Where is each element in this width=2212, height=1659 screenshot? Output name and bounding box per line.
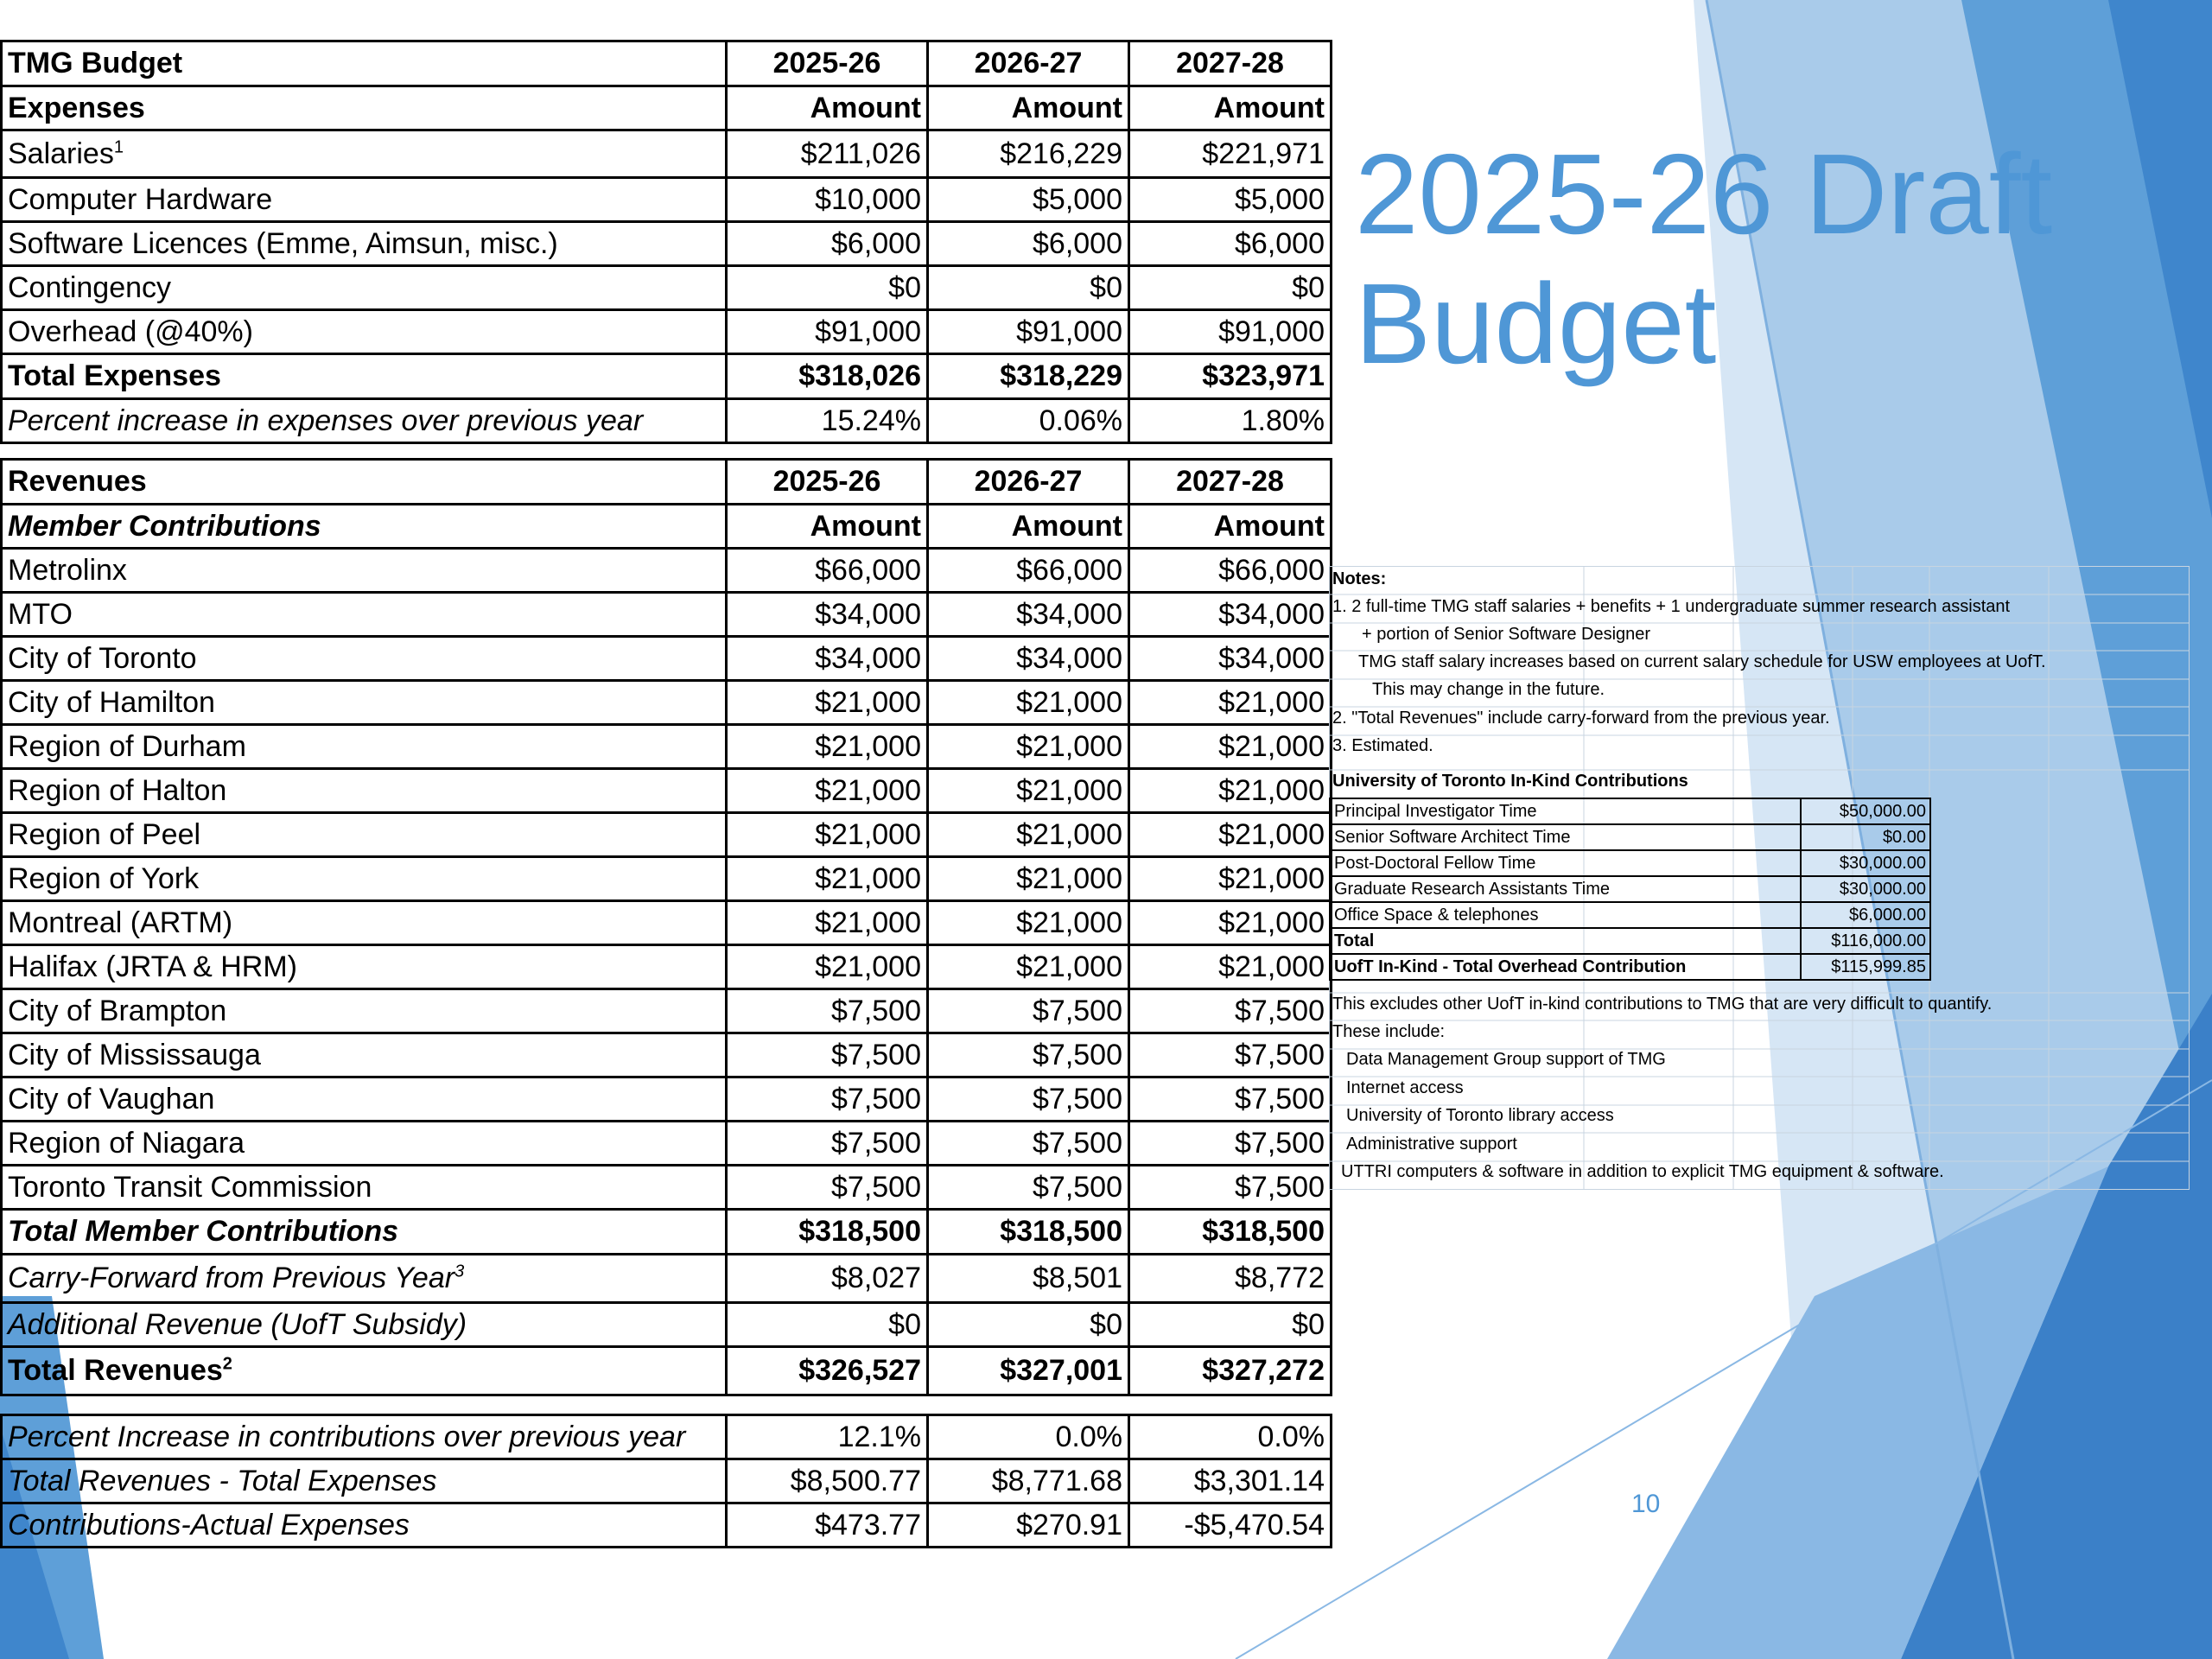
- note-line: 3. Estimated.: [1332, 736, 1433, 755]
- summary-table: [0, 1414, 1332, 1548]
- inkind-label: Office Space & telephones: [1330, 902, 1801, 928]
- cell-value: $7,500: [727, 1033, 928, 1077]
- amount-header: Amount: [1129, 505, 1332, 549]
- table-row: [2, 266, 1332, 310]
- table-row: [2, 130, 1332, 178]
- cell-value: $21,000: [727, 769, 928, 813]
- cell-value: $7,500: [1129, 1077, 1332, 1122]
- amount-header: Amount: [1129, 86, 1332, 130]
- revenues-subheader-row: [2, 505, 1332, 549]
- expenses-subheader-row: [2, 86, 1332, 130]
- notes-heading: Notes:: [1332, 569, 1387, 588]
- table-row: [2, 1033, 1332, 1077]
- amount-header: Amount: [928, 86, 1129, 130]
- cell-value: $221,971: [1129, 130, 1332, 178]
- inkind-row: [1330, 876, 1930, 902]
- inkind-value: $50,000.00: [1801, 798, 1930, 824]
- cell-value: $21,000: [1129, 901, 1332, 945]
- excludes-line: Internet access: [1346, 1078, 1464, 1097]
- cell-value: $473.77: [727, 1503, 928, 1548]
- table-row: [2, 637, 1332, 681]
- cell-value: $21,000: [727, 725, 928, 769]
- row-label: City of Mississauga: [2, 1033, 727, 1077]
- cell-value: $0: [928, 266, 1129, 310]
- table-row: [2, 1459, 1332, 1503]
- inkind-label: UofT In-Kind - Total Overhead Contribution: [1330, 954, 1801, 980]
- cell-value: $21,000: [1129, 725, 1332, 769]
- cell-value: $34,000: [928, 593, 1129, 637]
- cell-value: $326,527: [727, 1347, 928, 1395]
- cell-value: 15.24%: [727, 399, 928, 443]
- cell-value: $21,000: [727, 813, 928, 857]
- table-row: [2, 945, 1332, 989]
- cell-value: $7,500: [727, 1166, 928, 1210]
- member-contributions-label: Member Contributions: [2, 505, 727, 549]
- cell-value: $21,000: [928, 681, 1129, 725]
- inkind-row: [1330, 850, 1930, 876]
- row-label: Contingency: [2, 266, 727, 310]
- expenses-section-label: Expenses: [2, 86, 727, 130]
- row-label: Carry-Forward from Previous Year$^3$: [2, 1255, 727, 1303]
- excludes-line: These include:: [1332, 1022, 1446, 1041]
- cell-value: $8,027: [727, 1255, 928, 1303]
- excludes-line: University of Toronto library access: [1346, 1106, 1614, 1125]
- total-expenses-row: [2, 354, 1332, 399]
- table-row: [2, 1166, 1332, 1210]
- cell-value: $318,500: [928, 1210, 1129, 1255]
- row-label: City of Hamilton: [2, 681, 727, 725]
- cell-value: 0.0%: [928, 1415, 1129, 1459]
- expenses-table: [0, 40, 1332, 444]
- table-row: [2, 725, 1332, 769]
- cell-value: $21,000: [928, 769, 1129, 813]
- cell-value: $0: [1129, 266, 1332, 310]
- amount-header: Amount: [928, 505, 1129, 549]
- inkind-label: Total: [1330, 928, 1801, 954]
- cell-value: $34,000: [727, 593, 928, 637]
- cell-value: $21,000: [928, 725, 1129, 769]
- inkind-row: [1330, 902, 1930, 928]
- note-line: + portion of Senior Software Designer: [1362, 625, 1651, 644]
- inkind-row: [1330, 798, 1930, 824]
- table-row: [2, 593, 1332, 637]
- cell-value: $7,500: [928, 1166, 1129, 1210]
- cell-value: $5,000: [928, 178, 1129, 222]
- revenues-header-label: Revenues: [2, 460, 727, 505]
- row-label: Region of York: [2, 857, 727, 901]
- cell-value: $10,000: [727, 178, 928, 222]
- note-line: 1. 2 full-time TMG staff salaries + benefits + 1 undergraduate summer research assistant: [1332, 597, 2011, 616]
- cell-value: $21,000: [727, 857, 928, 901]
- percent-increase-row: [2, 399, 1332, 443]
- note-line: This may change in the future.: [1372, 680, 1605, 699]
- cell-value: $318,229: [928, 354, 1129, 399]
- cell-value: $21,000: [928, 857, 1129, 901]
- cell-value: $21,000: [928, 813, 1129, 857]
- cell-value: $91,000: [928, 310, 1129, 354]
- table-row: [2, 769, 1332, 813]
- year-header: 2026-27: [928, 41, 1129, 86]
- footnote-marker: 1: [113, 137, 124, 157]
- cell-value: $7,500: [928, 1077, 1129, 1122]
- cell-value: $7,500: [727, 1077, 928, 1122]
- cell-value: $323,971: [1129, 354, 1332, 399]
- cell-value: $8,771.68: [928, 1459, 1129, 1503]
- cell-value: $7,500: [1129, 989, 1332, 1033]
- cell-value: $6,000: [1129, 222, 1332, 266]
- note-line: 2. "Total Revenues" include carry-forward from the previous year.: [1332, 709, 1830, 728]
- cell-value: $91,000: [1129, 310, 1332, 354]
- footnote-marker: 3: [454, 1262, 465, 1281]
- row-label: Computer Hardware: [2, 178, 727, 222]
- cell-value: $6,000: [928, 222, 1129, 266]
- cell-value: 0.06%: [928, 399, 1129, 443]
- row-label: City of Toronto: [2, 637, 727, 681]
- cell-value: $7,500: [928, 1033, 1129, 1077]
- cell-value: $7,500: [1129, 1033, 1332, 1077]
- slide-title: [1355, 130, 2052, 389]
- inkind-row: [1330, 824, 1930, 850]
- cell-value: $34,000: [1129, 593, 1332, 637]
- row-label: Metrolinx: [2, 549, 727, 593]
- row-label: MTO: [2, 593, 727, 637]
- table-row: [2, 1503, 1332, 1548]
- year-header: 2025-26: [727, 460, 928, 505]
- cell-value: $8,772: [1129, 1255, 1332, 1303]
- note-line: TMG staff salary increases based on current salary schedule for USW employees at UofT.: [1358, 652, 2046, 671]
- cell-value: $6,000: [727, 222, 928, 266]
- row-label: Region of Niagara: [2, 1122, 727, 1166]
- revenues-table: [0, 458, 1332, 1396]
- year-header: 2027-28: [1129, 41, 1332, 86]
- cell-value: -$5,470.54: [1129, 1503, 1332, 1548]
- member-rows: [2, 549, 1332, 1210]
- amount-header: Amount: [727, 505, 928, 549]
- cell-value: $270.91: [928, 1503, 1129, 1548]
- cell-value: $7,500: [727, 989, 928, 1033]
- cell-value: $34,000: [727, 637, 928, 681]
- inkind-label: Graduate Research Assistants Time: [1330, 876, 1801, 902]
- cell-value: $3,301.14: [1129, 1459, 1332, 1503]
- cell-value: $327,001: [928, 1347, 1129, 1395]
- inkind-value: $0.00: [1801, 824, 1930, 850]
- row-label: Additional Revenue (UofT Subsidy): [2, 1303, 727, 1347]
- cell-value: $0: [1129, 1303, 1332, 1347]
- cell-value: 0.0%: [1129, 1415, 1332, 1459]
- row-label: Software Licences (Emme, Aimsun, misc.): [2, 222, 727, 266]
- page-number: 10: [1631, 1490, 1661, 1518]
- cell-value: 12.1%: [727, 1415, 928, 1459]
- cell-value: $34,000: [928, 637, 1129, 681]
- cell-value: $7,500: [1129, 1166, 1332, 1210]
- cell-value: $0: [928, 1303, 1129, 1347]
- cell-value: $7,500: [928, 989, 1129, 1033]
- table-row: [2, 178, 1332, 222]
- cell-value: $211,026: [727, 130, 928, 178]
- cell-value: $21,000: [1129, 857, 1332, 901]
- additional-revenue-row: [2, 1303, 1332, 1347]
- table-row: [2, 310, 1332, 354]
- cell-value: $21,000: [727, 945, 928, 989]
- cell-value: $216,229: [928, 130, 1129, 178]
- cell-value: $66,000: [727, 549, 928, 593]
- cell-value: $8,501: [928, 1255, 1129, 1303]
- cell-value: $91,000: [727, 310, 928, 354]
- inkind-table: [1329, 798, 1931, 981]
- slide-title-line2: Budget: [1355, 260, 1717, 387]
- table-row: [2, 901, 1332, 945]
- excludes-line: Data Management Group support of TMG: [1346, 1050, 1666, 1069]
- cell-value: $21,000: [1129, 681, 1332, 725]
- cell-value: 1.80%: [1129, 399, 1332, 443]
- row-label: City of Vaughan: [2, 1077, 727, 1122]
- row-label: Region of Durham: [2, 725, 727, 769]
- cell-value: $318,026: [727, 354, 928, 399]
- cell-value: $21,000: [727, 681, 928, 725]
- table-row: [2, 813, 1332, 857]
- excludes-line: This excludes other UofT in-kind contributions to TMG that are very difficult to quantify.: [1332, 995, 1993, 1014]
- inkind-value: $30,000.00: [1801, 876, 1930, 902]
- cell-value: $66,000: [928, 549, 1129, 593]
- cell-value: $7,500: [727, 1122, 928, 1166]
- row-label: Region of Peel: [2, 813, 727, 857]
- table-row: [2, 1077, 1332, 1122]
- row-label: Montreal (ARTM): [2, 901, 727, 945]
- inkind-value: $116,000.00: [1801, 928, 1930, 954]
- inkind-heading: University of Toronto In-Kind Contributions: [1332, 772, 1688, 791]
- row-label: Percent increase in expenses over previous year: [2, 399, 727, 443]
- cell-value: $21,000: [1129, 813, 1332, 857]
- amount-header: Amount: [727, 86, 928, 130]
- row-label: Halifax (JRTA & HRM): [2, 945, 727, 989]
- expenses-header-row: [2, 41, 1332, 86]
- cell-value: $5,000: [1129, 178, 1332, 222]
- inkind-value: $6,000.00: [1801, 902, 1930, 928]
- year-header: 2026-27: [928, 460, 1129, 505]
- year-header: 2025-26: [727, 41, 928, 86]
- inkind-label: Principal Investigator Time: [1330, 798, 1801, 824]
- total-revenues-row: [2, 1347, 1332, 1395]
- cell-value: $34,000: [1129, 637, 1332, 681]
- row-label: Region of Halton: [2, 769, 727, 813]
- cell-value: $66,000: [1129, 549, 1332, 593]
- cell-value: $0: [727, 266, 928, 310]
- row-label: Total Revenues - Total Expenses: [2, 1459, 727, 1503]
- excludes-line: Administrative support: [1346, 1135, 1517, 1154]
- table-row: [2, 989, 1332, 1033]
- cell-value: $21,000: [1129, 769, 1332, 813]
- row-label: Total Member Contributions: [2, 1210, 727, 1255]
- cell-value: $21,000: [928, 945, 1129, 989]
- row-label: Overhead (@40%): [2, 310, 727, 354]
- total-member-row: [2, 1210, 1332, 1255]
- table-row: [2, 1122, 1332, 1166]
- cell-value: $21,000: [928, 901, 1129, 945]
- slide-title-line1: 2025-26 Draft: [1355, 130, 2053, 257]
- inkind-label: Post-Doctoral Fellow Time: [1330, 850, 1801, 876]
- inkind-value: $115,999.85: [1801, 954, 1930, 980]
- row-label: Toronto Transit Commission: [2, 1166, 727, 1210]
- inkind-label: Senior Software Architect Time: [1330, 824, 1801, 850]
- inkind-row: [1330, 954, 1930, 980]
- cell-value: $0: [727, 1303, 928, 1347]
- expenses-header-label: TMG Budget: [2, 41, 727, 86]
- cell-value: $318,500: [1129, 1210, 1332, 1255]
- carry-forward-row: [2, 1255, 1332, 1303]
- row-label: City of Brampton: [2, 989, 727, 1033]
- cell-value: $7,500: [1129, 1122, 1332, 1166]
- footnote-marker: 2: [222, 1354, 232, 1374]
- cell-value: $318,500: [727, 1210, 928, 1255]
- excludes-line: UTTRI computers & software in addition to explicit TMG equipment & software.: [1341, 1162, 1944, 1181]
- row-label: Percent Increase in contributions over previous year: [2, 1415, 727, 1459]
- table-row: [2, 222, 1332, 266]
- table-row: [2, 1415, 1332, 1459]
- table-row: [2, 681, 1332, 725]
- inkind-value: $30,000.00: [1801, 850, 1930, 876]
- row-label: Salaries$^1$: [2, 130, 727, 178]
- table-row: [2, 857, 1332, 901]
- cell-value: $7,500: [928, 1122, 1129, 1166]
- row-label: Total Expenses: [2, 354, 727, 399]
- cell-value: $327,272: [1129, 1347, 1332, 1395]
- year-header: 2027-28: [1129, 460, 1332, 505]
- cell-value: $21,000: [1129, 945, 1332, 989]
- revenues-header-row: [2, 460, 1332, 505]
- cell-value: $21,000: [727, 901, 928, 945]
- table-row: [2, 549, 1332, 593]
- row-label: Contributions-Actual Expenses: [2, 1503, 727, 1548]
- inkind-row: [1330, 928, 1930, 954]
- row-label: Total Revenues$^2$: [2, 1347, 727, 1395]
- cell-value: $8,500.77: [727, 1459, 928, 1503]
